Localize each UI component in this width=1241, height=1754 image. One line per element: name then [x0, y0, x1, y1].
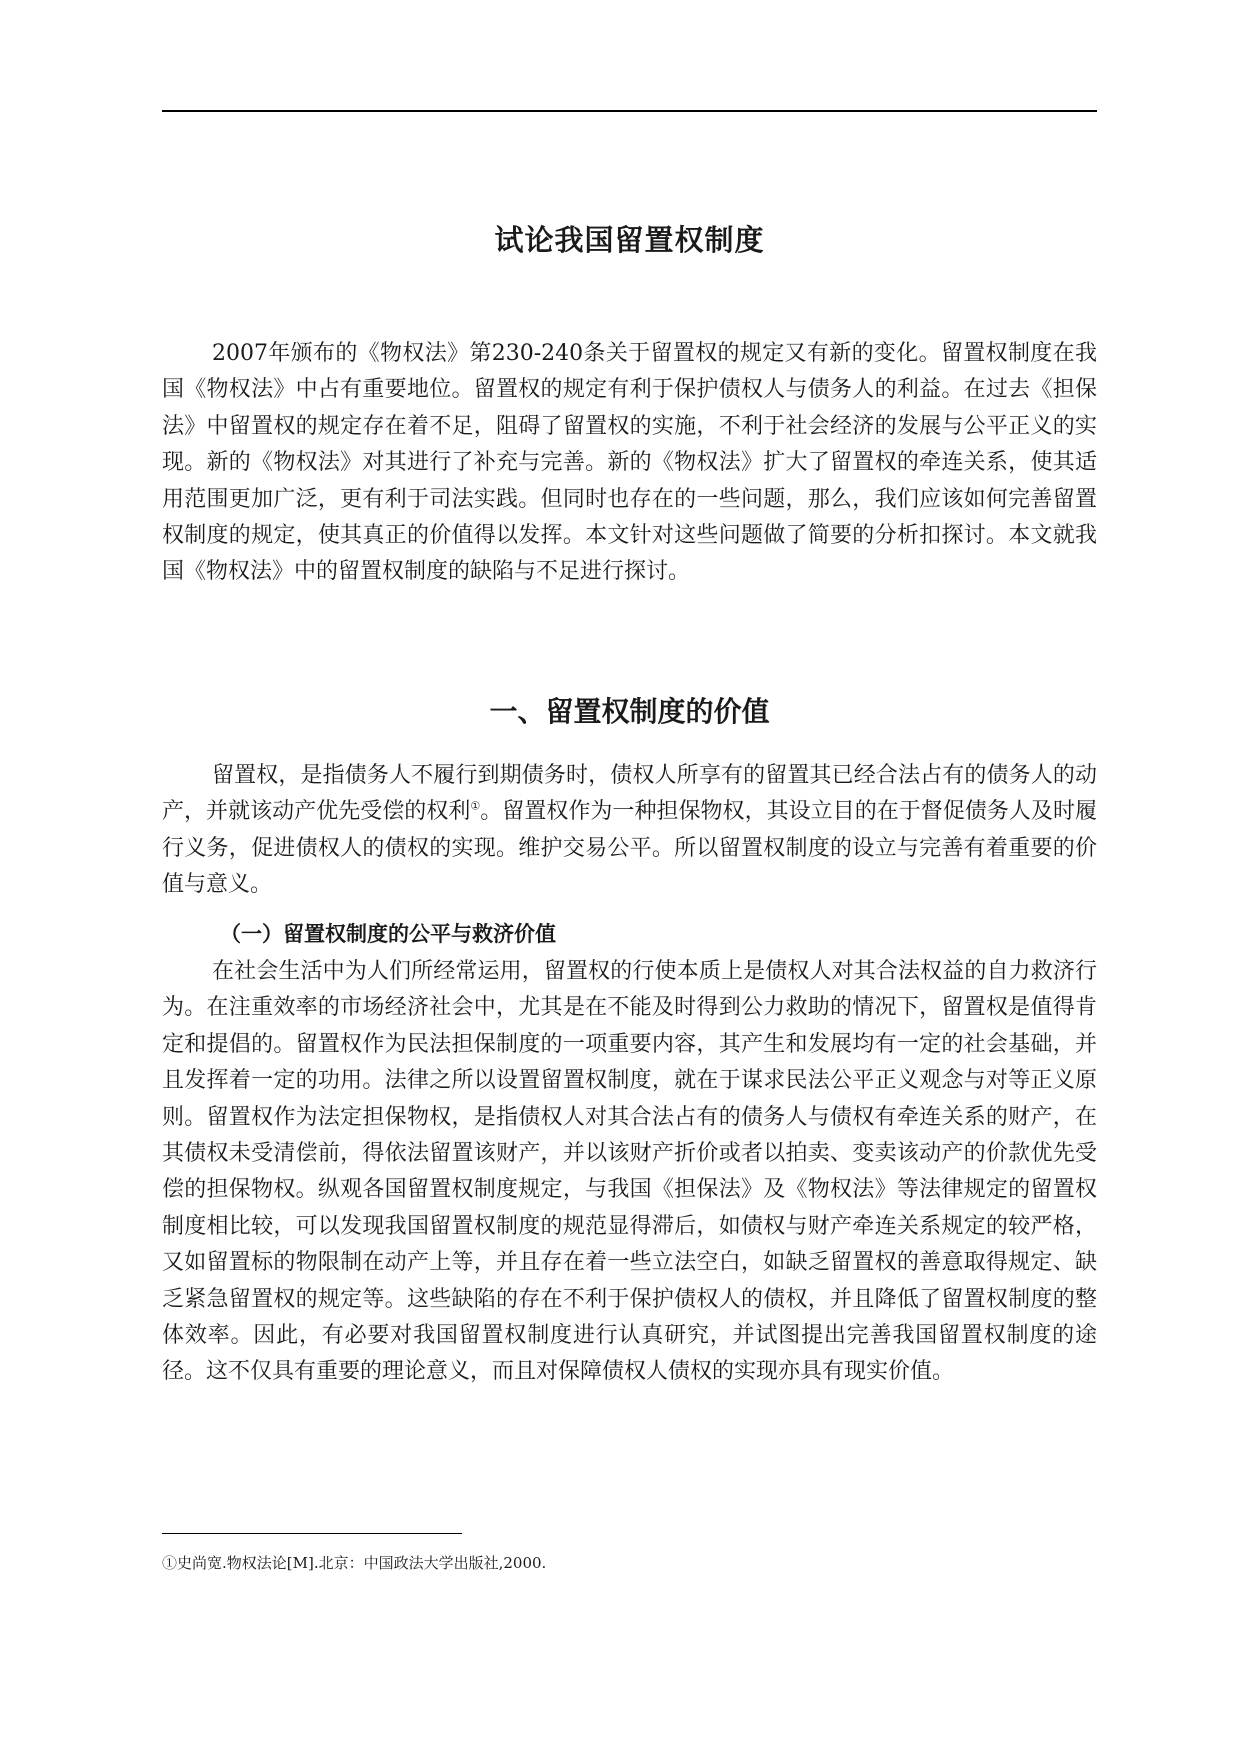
subsection-heading-1: （一）留置权制度的公平与救济价值: [220, 922, 556, 946]
intro-paragraph: 2007年颁布的《物权法》第230-240条关于留置权的规定又有新的变化。留置权制度在我国《物权法》中占有重要地位。留置权的规定有利于保护债权人与债务人的利益。在过去《担保法》中留置权的规定存在着不足，阻碍了留置权的实施，不利于社会经济的发展与公平正义的实现。新的《物权法》对其进行了补充与完善。新的《物权法》扩大了留置权的牵连关系，使其适用范围更加广泛，更有利于司法实践。但同时也存在的一些问题，那么，我们应该如何完善留置权制度的规定，使其真正的价值得以发挥。本文针对这些问题做了简要的分析扣探讨。本文就我国《物权法》中的留置权制度的缺陷与不足进行探讨。: [162, 341, 1097, 585]
section1-paragraph-1: [162, 758, 1097, 904]
footnote-reference-1[interactable]: ①: [470, 800, 481, 814]
header-rule: [162, 110, 1097, 112]
footnote-1: ①史尚宽.物权法论[M].北京：中国政法大学出版社,2000.: [162, 1554, 547, 1572]
section-heading-1: 一、留置权制度的价值: [489, 695, 770, 728]
footnote-rule: [162, 1533, 462, 1534]
section1-paragraph-1-text-a: 留置权，是指债务人不履行到期债务时，债权人所享有的留置其已经合法占有的债务人的动产，并就该动产优先受偿的权利: [162, 763, 1097, 825]
page-title: 试论我国留置权制度: [494, 223, 765, 257]
subsection1-paragraph-1: 在社会生活中为人们所经常运用，留置权的行使本质上是债权人对其合法权益的自力救济行为。在注重效率的市场经济社会中，尤其是在不能及时得到公力救助的情况下，留置权是值得肯定和提倡的。留置权作为民法担保制度的一项重要内容，其产生和发展均有一定的社会基础，并且发挥着一定的功用。法律之所以设置留置权制度，就在于谋求民法公平正义观念与对等正义原则。留置权作为法定担保物权，是指债权人对其合法占有的债务人与债权有牵连关系的财产，在其债权未受清偿前，得依法留置该财产，并以该财产折价或者以拍卖、变卖该动产的价款优先受偿的担保物权。纵观各国留置权制度规定，与我国《担保法》及《物权法》等法律规定的留置权制度相比较，可以发现我国留置权制度的规范显得滞后，如债权与财产牵连关系规定的较严格，又如留置标的物限制在动产上等，并且存在着一些立法空白，如缺乏留置权的善意取得规定、缺乏紧急留置权的规定等。这些缺陷的存在不利于保护债权人的债权，并且降低了留置权制度的整体效率。因此，有必要对我国留置权制度进行认真研究，并试图提出完善我国留置权制度的途径。这不仅具有重要的理论意义，而且对保障债权人债权的实现亦具有现实价值。: [162, 959, 1097, 1385]
section1-paragraph-1-text-b: 。留置权作为一种担保物权，其设立目的在于督促债务人及时履行义务，促进债权人的债权的实现。维护交易公平。所以留置权制度的设立与完善有着重要的价值与意义。: [162, 799, 1097, 898]
